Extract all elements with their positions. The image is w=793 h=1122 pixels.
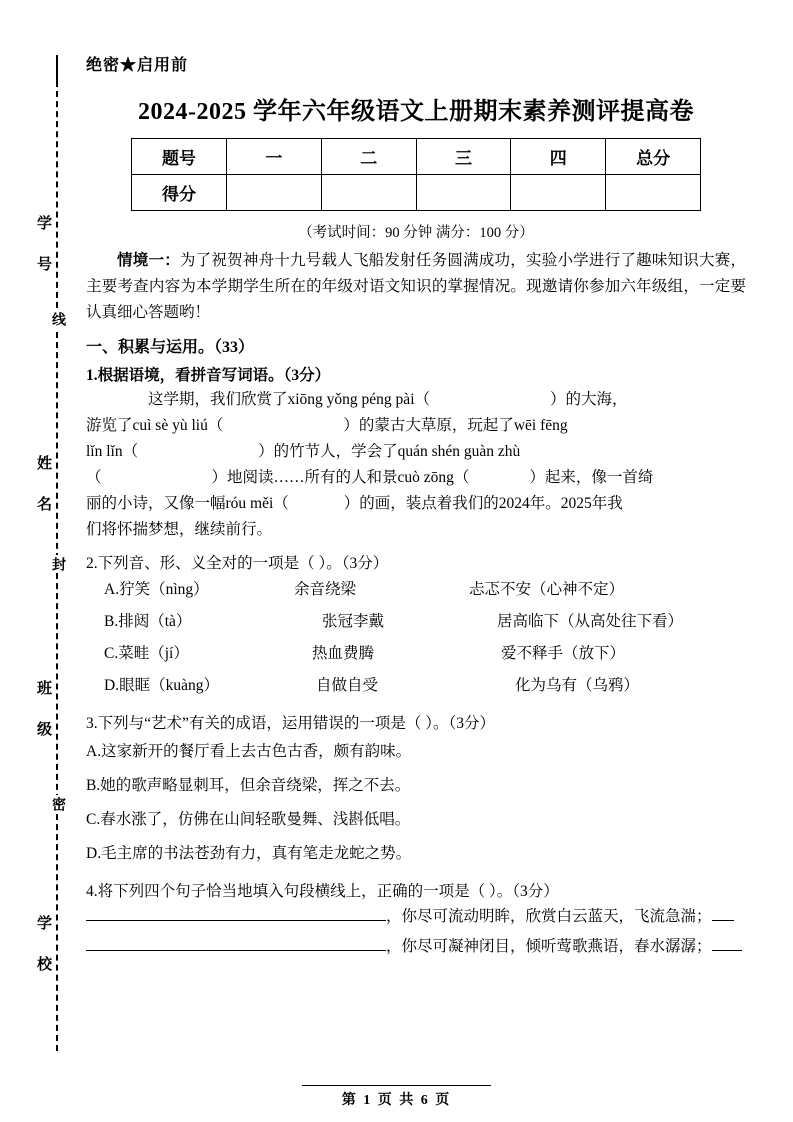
question-4-title: 4.将下列四个句子恰当地填入句段横线上，正确的一项是（ ）。（3分） [86, 883, 559, 900]
question-1-line-5 [86, 491, 746, 517]
page-number: 第 1 页 共 6 页 [302, 1085, 492, 1109]
table-row [132, 175, 701, 211]
q1-text-e: lǐn lǐn（ [86, 443, 139, 460]
option-d-meaning: 化为乌有（乌鸦） [515, 677, 640, 694]
paper-content [86, 52, 746, 963]
q4-text-1: ，你尽可流动明眸，欣赏白云蓝天，飞流急湍； [386, 908, 712, 925]
question-3-option-d[interactable]: D.毛主席的书法苍劲有力，真有笔走龙蛇之势。 [86, 845, 412, 862]
q4-text-2: ，你尽可凝神闭目，倾听莺歌燕语，春水潺潺； [386, 938, 712, 955]
score-table-cell: 二 [321, 139, 416, 175]
table-row [132, 139, 701, 175]
q1-text-i: ）起来，像一首绮 [529, 469, 654, 486]
situation-label: 情境一： [117, 252, 180, 269]
sealing-line-column [30, 55, 90, 1055]
seal-word-xian: 线 [47, 310, 67, 328]
seal-label-name: 姓 名 [35, 455, 51, 516]
option-a-meaning: 忐忑不安（心神不定） [469, 581, 625, 598]
q1-text-h: ）地阅读……所有的人和景cuò zōng（ [211, 469, 470, 486]
question-1-line-3 [86, 439, 746, 465]
question-2-option-d[interactable] [86, 671, 746, 701]
option-b-word: 张冠李戴 [322, 613, 385, 630]
question-4-line-1 [86, 903, 746, 931]
seal-label-student-id: 学 号 [35, 215, 51, 276]
q1-text-c: 游览了cuì sè yù liú（ [86, 417, 224, 434]
option-a-pinyin: A.狞笑（nìng） [104, 581, 209, 598]
question-2-option-c[interactable] [86, 639, 746, 669]
q1-text-j: 丽的小诗，又像一幅róu měi（ [86, 495, 289, 512]
option-c-meaning: 爱不释手（放下） [501, 645, 626, 662]
section-heading-1: 一、积累与运用。（33） [86, 339, 255, 356]
page-title: 2024-2025 学年六年级语文上册期末素养测评提高卷 [138, 99, 694, 125]
score-table-cell: 一 [227, 139, 322, 175]
question-1-line-4 [86, 465, 746, 491]
question-2-option-b[interactable] [86, 607, 746, 637]
score-table-cell: 总分 [606, 139, 701, 175]
q1-text-k: ）的画，装点着我们的2024年。2025年我 [343, 495, 623, 512]
question-4-line-2 [86, 933, 746, 961]
score-table-cell-blank[interactable] [416, 175, 511, 211]
option-b-meaning: 居高临下（从高处往下看） [497, 613, 684, 630]
score-table-cell: 四 [511, 139, 606, 175]
question-2-option-a[interactable] [86, 575, 746, 605]
seal-word-mi: 密 [47, 795, 67, 813]
score-table-cell: 三 [416, 139, 511, 175]
page-footer [0, 1085, 793, 1109]
seal-label-class: 班 级 [35, 680, 51, 741]
option-b-pinyin: B.排闼（tà） [104, 613, 192, 630]
q4-blank-2[interactable] [712, 903, 734, 921]
seal-word-feng: 封 [47, 555, 67, 573]
q4-blank-1[interactable] [86, 903, 386, 921]
score-table [131, 138, 701, 211]
question-1-line-1 [86, 387, 746, 413]
question-3-option-b[interactable]: B.她的歌声略显刺耳，但余音绕梁，挥之不去。 [86, 777, 411, 794]
q1-text-a: 这学期，我们欣赏了xiōng yǒng péng pài（ [148, 391, 430, 408]
secret-label: 绝密★启用前 [86, 57, 189, 74]
question-2-title: 2.下列音、形、义全对的一项是（ ）。（3分） [86, 555, 389, 572]
q1-text-d: ）的蒙古大草原，玩起了wēi fēng [343, 417, 568, 434]
score-table-cell-blank[interactable] [606, 175, 701, 211]
question-3-title: 3.下列与“艺术”有关的成语，运用错误的一项是（ ）。（3分） [86, 715, 496, 732]
score-table-cell: 得分 [132, 175, 227, 211]
seal-label-school: 学 校 [35, 915, 51, 976]
score-table-cell-blank[interactable] [321, 175, 416, 211]
situation-paragraph [86, 248, 746, 326]
option-c-pinyin: C.菜畦（jí） [104, 645, 189, 662]
q1-text-g: （ [86, 469, 102, 486]
option-d-word: 自做自受 [316, 677, 379, 694]
situation-text: 为了祝贺神舟十九号载人飞船发射任务圆满成功，实验小学进行了趣味知识大赛，主要考查内容为本学期学生所在的年级对语文知识的掌握情况。现邀请你参加六年级组，一定要认真细心答题哟！ [86, 252, 746, 321]
question-1-title: 1.根据语境，看拼音写词语。（3分） [86, 367, 331, 384]
q4-blank-3[interactable] [86, 933, 386, 951]
exam-info: （考试时间：90 分钟 满分：100 分） [298, 225, 534, 241]
option-c-word: 热血费腾 [312, 645, 375, 662]
q1-text-b: ）的大海， [550, 391, 628, 408]
option-d-pinyin: D.眼眶（kuàng） [104, 677, 219, 694]
question-1-line-2 [86, 413, 746, 439]
question-3-option-c[interactable]: C.春水涨了，仿佛在山间轻歌曼舞、浅斟低唱。 [86, 811, 411, 828]
q1-text-f: ）的竹节人，学会了quán shén guàn zhù [258, 443, 521, 460]
score-table-cell-blank[interactable] [511, 175, 606, 211]
question-3-option-a[interactable]: A.这家新开的餐厅看上去古色古香，颇有韵味。 [86, 743, 412, 760]
score-table-cell-blank[interactable] [227, 175, 322, 211]
question-1-line-6: 们将怀揣梦想，继续前行。 [86, 521, 273, 538]
q4-blank-4[interactable] [712, 933, 742, 951]
score-table-cell: 题号 [132, 139, 227, 175]
option-a-word: 余音绕梁 [294, 581, 357, 598]
seal-line-solid-top [56, 55, 58, 81]
